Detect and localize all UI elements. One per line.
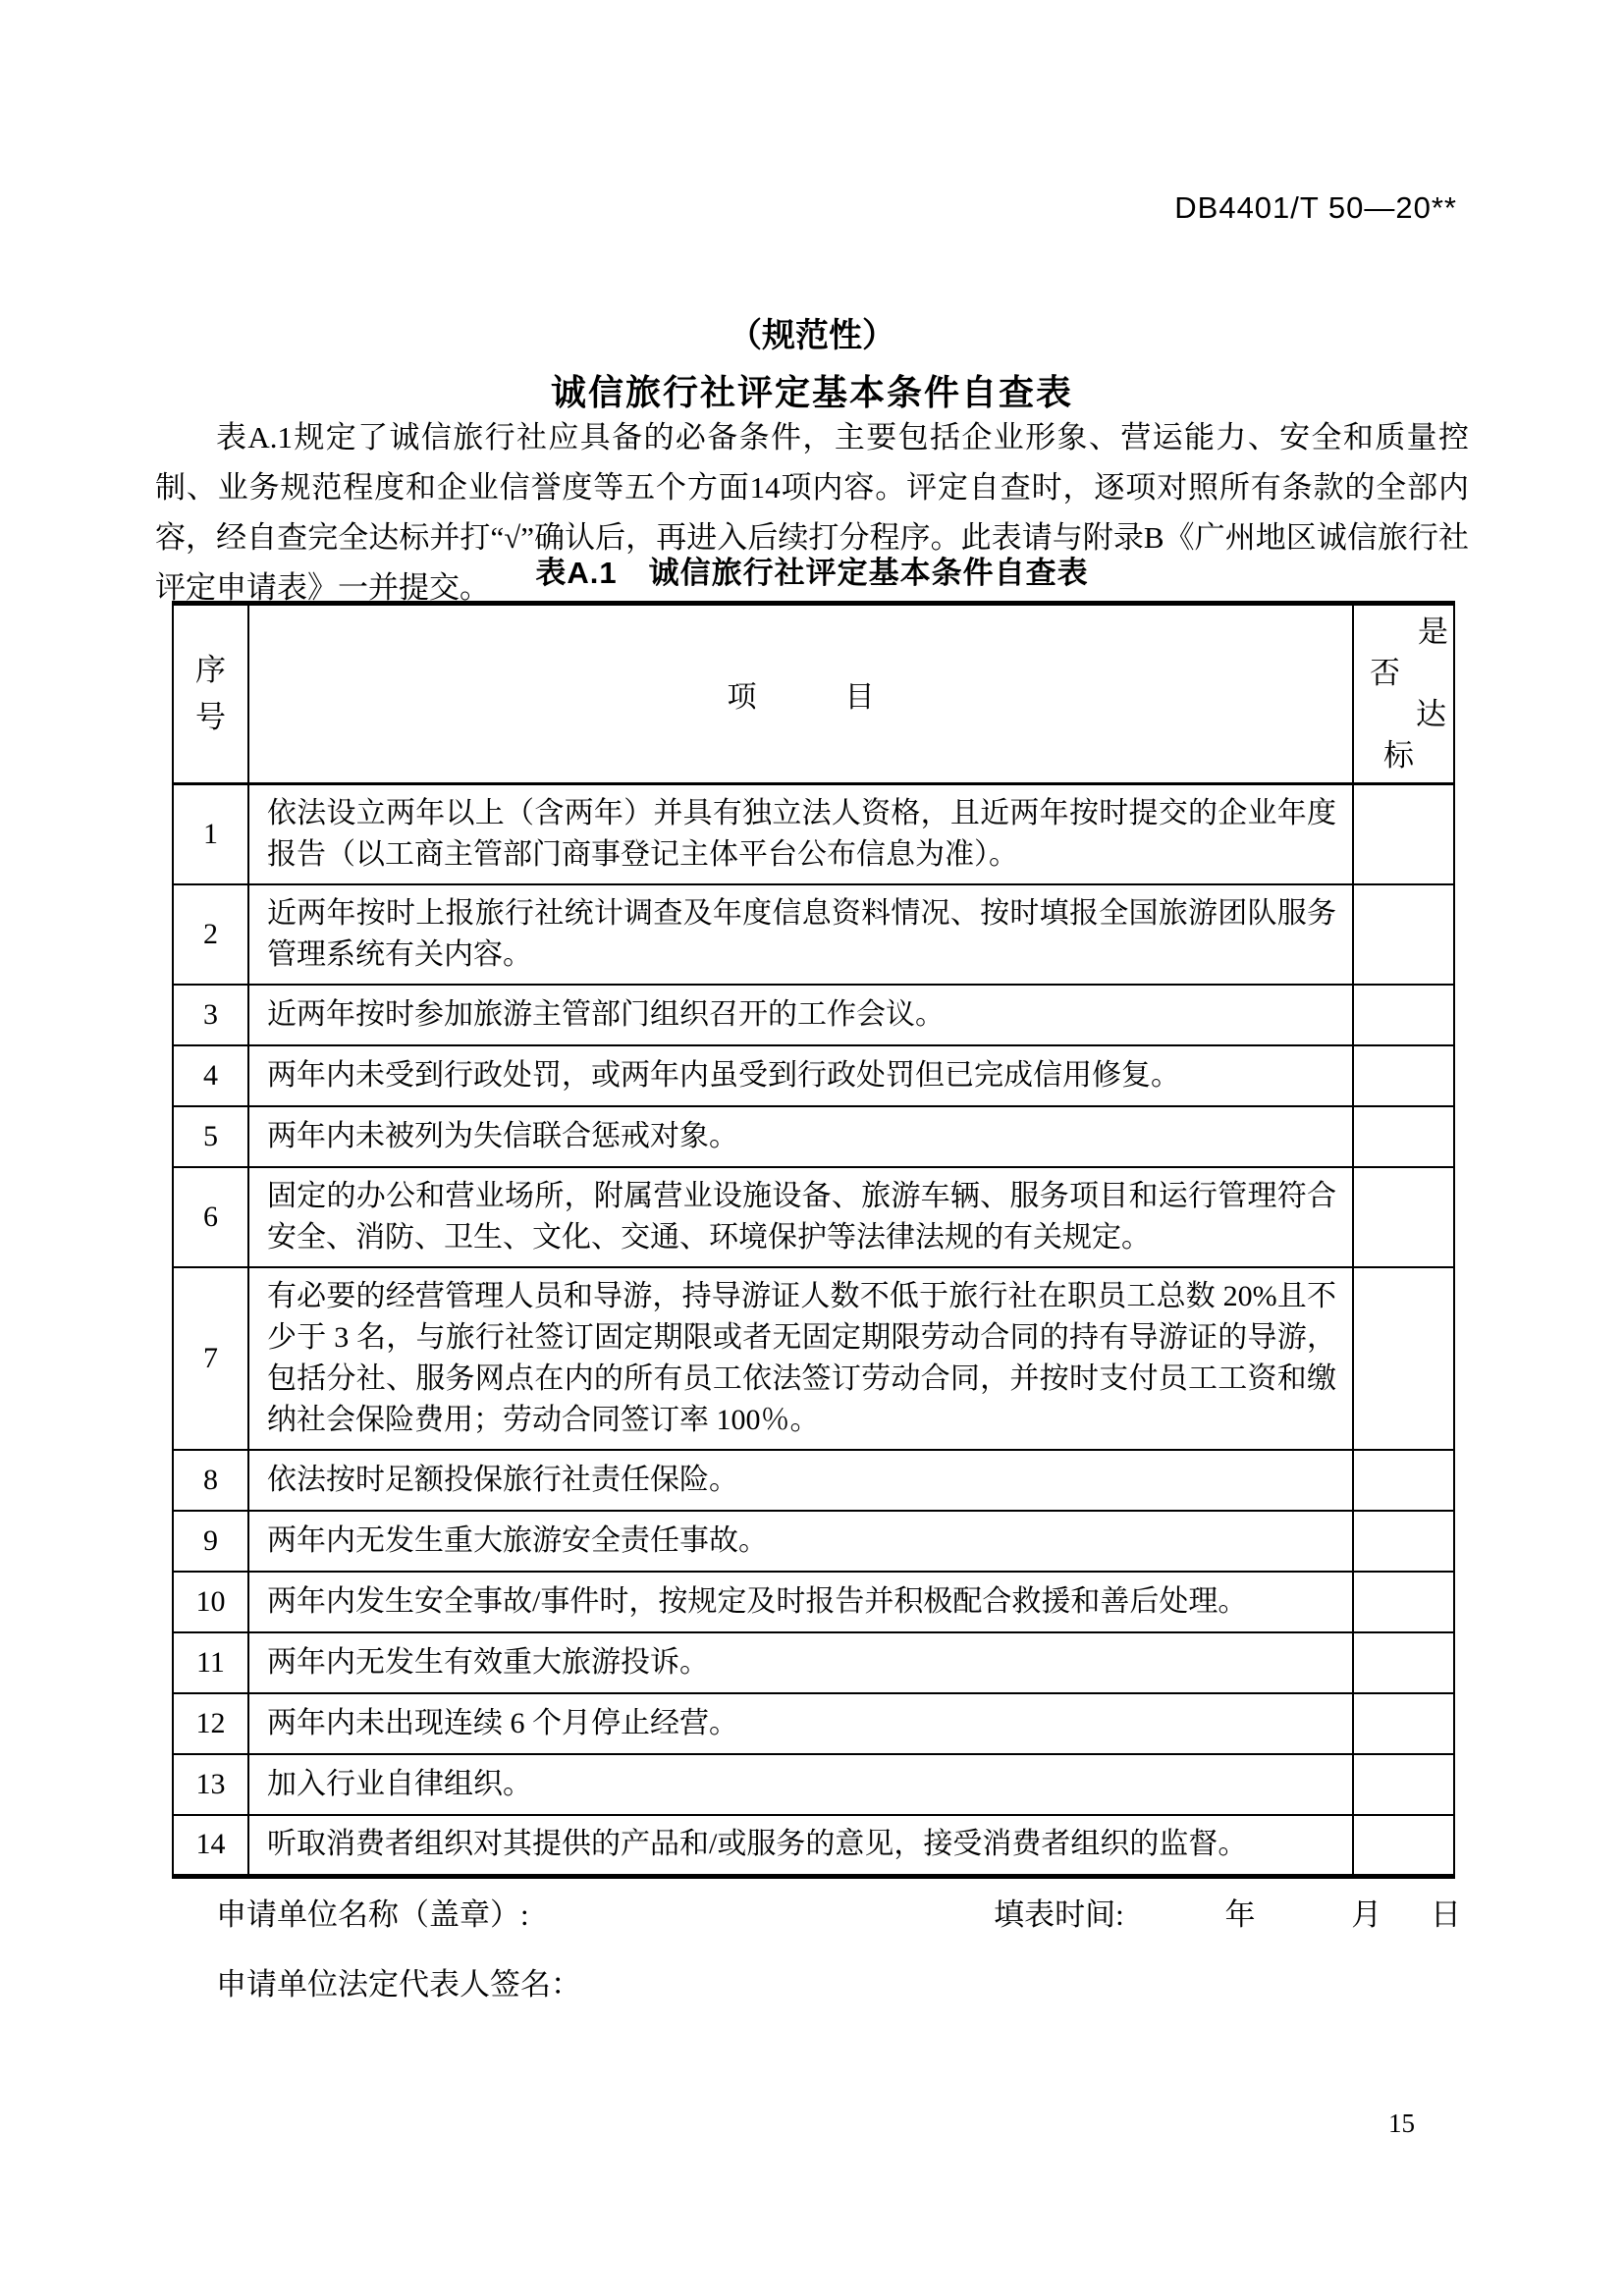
row-status-cell xyxy=(1353,1045,1454,1106)
row-status-cell xyxy=(1353,1754,1454,1815)
row-number: 13 xyxy=(173,1754,248,1815)
header-seq-char-2: 号 xyxy=(195,700,226,734)
table-row xyxy=(173,784,1454,885)
table-row xyxy=(173,1572,1454,1632)
row-number: 12 xyxy=(173,1693,248,1754)
header-status xyxy=(1353,604,1454,784)
header-seq-no xyxy=(173,604,248,784)
table-row xyxy=(173,1632,1454,1693)
row-status-cell xyxy=(1353,1632,1454,1693)
table-row xyxy=(173,1267,1454,1450)
table-row xyxy=(173,1167,1454,1267)
row-status-cell xyxy=(1353,1815,1454,1876)
appendix-title: 诚信旅行社评定基本条件自查表 xyxy=(550,372,1073,412)
self-check-table xyxy=(172,601,1455,1879)
header-item: 项 目 xyxy=(248,604,1353,784)
row-item-text: 依法按时足额投保旅行社责任保险。 xyxy=(248,1450,1353,1511)
applicant-name-label: 申请单位名称（盖章）: xyxy=(216,1897,529,1932)
table-row xyxy=(173,1754,1454,1815)
row-item-text: 两年内无发生有效重大旅游投诉。 xyxy=(248,1632,1353,1693)
row-number: 3 xyxy=(173,985,248,1045)
header-row xyxy=(173,604,1454,784)
fill-time-group xyxy=(994,1890,1461,1934)
row-status-cell xyxy=(1353,985,1454,1045)
row-number: 8 xyxy=(173,1450,248,1511)
header-status-char-2: 否 xyxy=(1370,656,1400,690)
table-caption: 表A.1 诚信旅行社评定基本条件自查表 xyxy=(535,556,1089,590)
table-row xyxy=(173,985,1454,1045)
row-item-text: 近两年按时参加旅游主管部门组织召开的工作会议。 xyxy=(248,985,1353,1045)
row-status-cell xyxy=(1353,1450,1454,1511)
page-number: 15 xyxy=(1388,2109,1415,2138)
row-item-text: 固定的办公和营业场所，附属营业设施设备、旅游车辆、服务项目和运行管理符合安全、消防、卫生、文化、交通、环境保护等法律法规的有关规定。 xyxy=(248,1167,1353,1267)
table-row xyxy=(173,884,1454,985)
row-status-cell xyxy=(1353,1106,1454,1167)
header-status-char-3: 达 xyxy=(1416,697,1446,731)
row-number: 1 xyxy=(173,784,248,885)
row-item-text: 两年内未被列为失信联合惩戒对象。 xyxy=(248,1106,1353,1167)
row-status-cell xyxy=(1353,1167,1454,1267)
row-status-cell xyxy=(1353,1511,1454,1572)
row-item-text: 加入行业自律组织。 xyxy=(248,1754,1353,1815)
row-status-cell xyxy=(1353,1572,1454,1632)
row-item-text: 两年内未出现连续 6 个月停止经营。 xyxy=(248,1693,1353,1754)
row-number: 10 xyxy=(173,1572,248,1632)
year-label: 年 xyxy=(1224,1897,1256,1932)
row-number: 11 xyxy=(173,1632,248,1693)
form-footer xyxy=(216,1890,1461,2003)
header-status-char-1: 是 xyxy=(1418,614,1448,649)
row-item-text: 有必要的经营管理人员和导游，持导游证人数不低于旅行社在职员工总数 20%且不少于 3 名，与旅行社签订固定期限或者无固定期限劳动合同的持有导游证的导游，包括分社、服务网点在内的所有员工依法签订劳动合同，并按时支付员工工资和缴纳社会保险费用；劳动合同签订率 100％。 xyxy=(248,1267,1353,1450)
row-status-cell xyxy=(1353,784,1454,885)
row-item-text: 两年内发生安全事故/事件时，按规定及时报告并积极配合救援和善后处理。 xyxy=(248,1572,1353,1632)
row-item-text: 两年内无发生重大旅游安全责任事故。 xyxy=(248,1511,1353,1572)
legal-rep-label: 申请单位法定代表人签名： xyxy=(216,1967,581,2002)
month-label: 月 xyxy=(1351,1897,1382,1932)
row-number: 5 xyxy=(173,1106,248,1167)
day-label: 日 xyxy=(1431,1897,1461,1932)
header-seq-char-1: 序 xyxy=(195,653,226,687)
footer-line-1 xyxy=(216,1890,1461,1934)
row-status-cell xyxy=(1353,1693,1454,1754)
intro-paragraph: 表A.1规定了诚信旅行社应具备的必备条件，主要包括企业形象、营运能力、安全和质量控制、业务规范程度和企业信誉度等五个方面14项内容。评定自查时，逐项对照所有条款的全部内容，经自查完全达标并打“√”确认后，再进入后续打分程序。此表请与附录B《广州地区诚信旅行社评定申请表》一并提交。 xyxy=(155,420,1469,605)
row-item-text: 两年内未受到行政处罚，或两年内虽受到行政处罚但已完成信用修复。 xyxy=(248,1045,1353,1106)
table-row xyxy=(173,1450,1454,1511)
header-status-char-4: 标 xyxy=(1383,738,1414,773)
doc-number: DB4401/T 50—20** xyxy=(1174,190,1457,225)
row-item-text: 听取消费者组织对其提供的产品和/或服务的意见，接受消费者组织的监督。 xyxy=(248,1815,1353,1876)
fill-time-label: 填表时间: xyxy=(994,1897,1124,1932)
row-number: 9 xyxy=(173,1511,248,1572)
table-row xyxy=(173,1693,1454,1754)
row-number: 4 xyxy=(173,1045,248,1106)
row-item-text: 依法设立两年以上（含两年）并具有独立法人资格，且近两年按时提交的企业年度报告（以工商主管部门商事登记主体平台公布信息为准）。 xyxy=(248,784,1353,885)
table-row xyxy=(173,1511,1454,1572)
appendix-normative-label: （规范性） xyxy=(729,317,895,354)
table-row xyxy=(173,1106,1454,1167)
table-row xyxy=(173,1815,1454,1876)
row-status-cell xyxy=(1353,1267,1454,1450)
row-item-text: 近两年按时上报旅行社统计调查及年度信息资料情况、按时填报全国旅游团队服务管理系统有关内容。 xyxy=(248,884,1353,985)
table-header xyxy=(173,604,1454,784)
table-body xyxy=(173,784,1454,1877)
row-number: 6 xyxy=(173,1167,248,1267)
row-number: 14 xyxy=(173,1815,248,1876)
row-number: 2 xyxy=(173,884,248,985)
row-number: 7 xyxy=(173,1267,248,1450)
table-row xyxy=(173,1045,1454,1106)
row-status-cell xyxy=(1353,884,1454,985)
